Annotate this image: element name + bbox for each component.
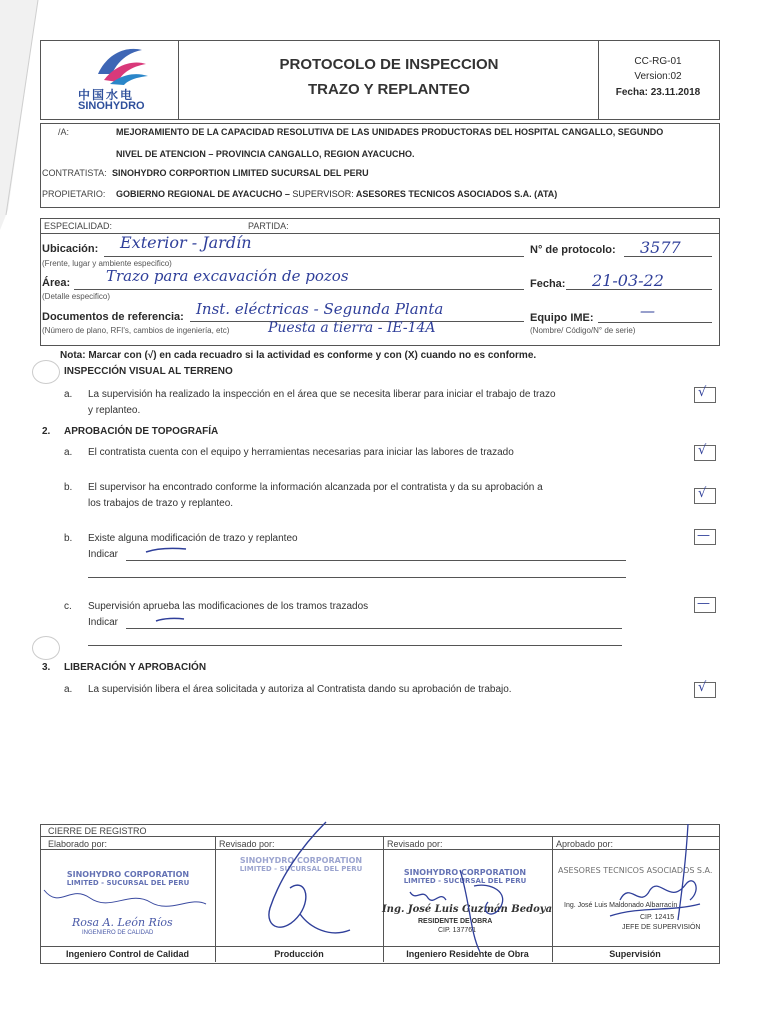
s3a-letter: a. <box>64 684 73 695</box>
stamp3-title: RESIDENTE DE OBRA <box>418 918 493 925</box>
doc-date: Fecha: 23.11.2018 <box>615 87 701 98</box>
contratista-value: SINOHYDRO CORPORTION LIMITED SUCURSAL DEL PERU <box>112 168 369 178</box>
signature-3 <box>400 862 550 958</box>
checkbox-2[interactable] <box>694 445 716 461</box>
check-mark-3: √ <box>698 486 707 501</box>
equipo-label: Equipo IME: <box>530 312 594 324</box>
s1a-line1: La supervisión ha realizado la inspección en el área que se necesita liberar para iniciar el trabajo de trazo <box>88 389 556 400</box>
supervisor-value: ASESORES TECNICOS ASOCIADOS S.A. (ATA) <box>355 189 558 199</box>
propietario-name: GOBIERNO REGIONAL DE AYACUCHO <box>116 189 283 199</box>
signature-1 <box>40 880 210 920</box>
s1a-letter: a. <box>64 389 73 400</box>
role-supervision: Supervisión <box>609 949 661 959</box>
indicar-2-line-a <box>126 628 622 629</box>
area-label: Área: <box>42 277 71 289</box>
area-line <box>74 289 524 290</box>
signature-2 <box>240 818 380 946</box>
note: Nota: Marcar con (√) en cada recuadro si la actividad es conforme y con (X) cuando no es conforme. <box>60 350 537 361</box>
stamp2-line2: LIMITED - SUCURSAL DEL PERU <box>239 865 363 873</box>
indicar-1-line-a <box>126 560 626 561</box>
table-col-line-2 <box>383 836 384 962</box>
indicar-2-line-b <box>88 645 622 646</box>
stamp1-title: INGENIERO DE CALIDAD <box>82 930 154 936</box>
section-1-title: INSPECCIÓN VISUAL AL TERRENO <box>64 366 233 377</box>
check-mark-5: — <box>697 596 710 611</box>
docs-label: Documentos de referencia: <box>42 311 184 323</box>
stamp4-cip: CIP. 12415 <box>640 914 675 921</box>
ubicacion-hint: (Frente, lugar y ambiente especifico) <box>42 259 172 268</box>
punch-hole-top <box>32 360 60 384</box>
section-3-number: 3. <box>42 662 51 673</box>
ubicacion-label: Ubicación: <box>42 243 99 255</box>
header-divider-left <box>178 40 179 119</box>
stamp3-name: Ing. José Luis Guzmán Bedoya <box>382 904 553 915</box>
page-subtitle: TRAZO Y REPLANTEO <box>308 81 470 98</box>
equipo-line <box>598 322 712 323</box>
indicar-1-line-b <box>88 577 626 578</box>
stamp1-line1: SINOHYDRO CORPORATION <box>66 870 190 879</box>
obra-line2: NIVEL DE ATENCION – PROVINCIA CANGALLO, REGION AYACUCHO. <box>116 149 415 159</box>
logo-icon <box>90 44 150 86</box>
section-3-title: LIBERACIÓN Y APROBACIÓN <box>64 662 207 673</box>
docs-hint: (Número de plano, RFI's, cambios de ingeniería, etc) <box>42 326 230 335</box>
table-col-line-3 <box>552 836 553 962</box>
company-logo <box>78 44 168 114</box>
fecha-line <box>566 289 712 290</box>
indicar-2-label: Indicar <box>88 617 119 628</box>
obra-label: /A: <box>58 127 70 137</box>
fecha-value: 21-03-22 <box>592 271 664 290</box>
s2a-text: El contratista cuenta con el equipo y herramientas necesarias para iniciar las labores de trazado <box>88 447 514 458</box>
s2c-text: Supervisión aprueba las modificaciones de los tramos trazados <box>88 601 369 612</box>
stamp1-name: Rosa A. León Ríos <box>72 916 173 929</box>
check-mark-4: — <box>697 528 710 543</box>
fecha-label: Fecha: <box>530 278 566 290</box>
s2a-letter: a. <box>64 447 73 458</box>
check-mark-2: √ <box>698 443 707 458</box>
s3a-text: La supervisión libera el área solicitada y autoriza al Contratista dando su aprobación de trabajo. <box>88 684 512 695</box>
partida-label: PARTIDA: <box>248 221 289 231</box>
separator: – <box>284 189 293 199</box>
s2b2-letter: b. <box>64 533 73 544</box>
cierre-label: CIERRE DE REGISTRO <box>48 826 147 836</box>
s2b2-text: Existe alguna modificación de trazo y replanteo <box>88 533 298 544</box>
check-mark-6: √ <box>698 680 707 695</box>
indicar-2-stroke <box>154 615 186 623</box>
protocolo-line <box>624 256 712 257</box>
table-col-line-1 <box>215 836 216 962</box>
elaborado-label: Elaborado por: <box>48 839 108 849</box>
doc-code: CC-RG-01 <box>634 56 682 67</box>
revisado-1-label: Revisado por: <box>219 839 275 849</box>
checkbox-3[interactable] <box>694 488 716 504</box>
checkbox-4[interactable] <box>694 529 716 545</box>
s2b-letter: b. <box>64 482 73 493</box>
checkbox-6[interactable] <box>694 682 716 698</box>
role-quality: Ingeniero Control de Calidad <box>65 949 189 959</box>
header-divider-right <box>598 40 599 119</box>
especialidad-label: ESPECIALIDAD: <box>44 221 113 231</box>
stamp4-line1: ASESORES TECNICOS ASOCIADOS S.A. <box>558 866 713 875</box>
section-2-title: APROBACIÓN DE TOPOGRAFÍA <box>64 426 219 437</box>
ubicacion-value: Exterior - Jardín <box>120 233 252 252</box>
revisado-2-label: Revisado por: <box>387 839 443 849</box>
propietario-value <box>116 189 557 199</box>
obra-line1: MEJORAMIENTO DE LA CAPACIDAD RESOLUTIVA DE LAS UNIDADES PRODUCTORAS DEL HOSPITAL CANGALLO, SEGUNDO <box>116 127 664 137</box>
stamp1-line2: LIMITED - SUCURSAL DEL PERU <box>66 879 190 887</box>
s2b-line2: los trabajos de trazo y replanteo. <box>88 498 234 509</box>
aprobado-label: Aprobado por: <box>556 839 614 849</box>
s1a-line2: y replanteo. <box>88 405 141 416</box>
section-2-number: 2. <box>42 426 51 437</box>
protocolo-label: N° de protocolo: <box>530 244 616 256</box>
indicar-1-stroke <box>144 546 188 554</box>
protocolo-value: 3577 <box>640 238 681 257</box>
stamp4-title: JEFE DE SUPERVISIÓN <box>622 924 701 931</box>
role-production: Producción <box>274 949 324 959</box>
signature-4 <box>590 820 716 960</box>
docs-value2: Puesta a tierra - IE-14A <box>268 320 436 336</box>
stamp3-line2: LIMITED - SUCURSAL DEL PERU <box>403 877 527 885</box>
propietario-label: PROPIETARIO: <box>42 189 106 199</box>
area-hint: (Detalle especifico) <box>42 292 111 301</box>
s2c-letter: c. <box>64 601 72 612</box>
check-mark-1: √ <box>698 385 707 400</box>
contratista-label: CONTRATISTA: <box>42 168 107 178</box>
punch-hole-bottom <box>32 636 60 660</box>
doc-version: Version:02 <box>634 71 682 82</box>
page-title: PROTOCOLO DE INSPECCION <box>279 56 499 73</box>
supervisor-label: SUPERVISOR: <box>292 189 354 199</box>
logo-text-cn: 中国水电 <box>78 88 135 102</box>
stamp3-cip: CIP. 137761 <box>438 927 477 934</box>
stamp3-line1: SINOHYDRO CORPORATION <box>403 868 527 877</box>
role-resident: Ingeniero Residente de Obra <box>406 949 529 959</box>
checkbox-1[interactable] <box>694 387 716 403</box>
checkbox-5[interactable] <box>694 597 716 613</box>
equipo-hint: (Nombre/ Código/N° de serie) <box>530 326 636 335</box>
ubicacion-line <box>104 256 524 257</box>
s2b-line1: El supervisor ha encontrado conforme la información alcanzada por el contratista y da su aprobación a <box>88 482 543 493</box>
stamp2-line1: SINOHYDRO CORPORATION <box>239 856 363 865</box>
equipo-value: — <box>640 302 655 320</box>
area-value: Trazo para excavación de pozos <box>106 267 349 285</box>
docs-value1: Inst. eléctricas - Segunda Planta <box>196 300 444 318</box>
logo-text: SINOHYDRO <box>78 100 145 112</box>
stamp4-name: Ing. José Luis Maldonado Albarracín <box>564 902 678 909</box>
indicar-1-label: Indicar <box>88 549 119 560</box>
